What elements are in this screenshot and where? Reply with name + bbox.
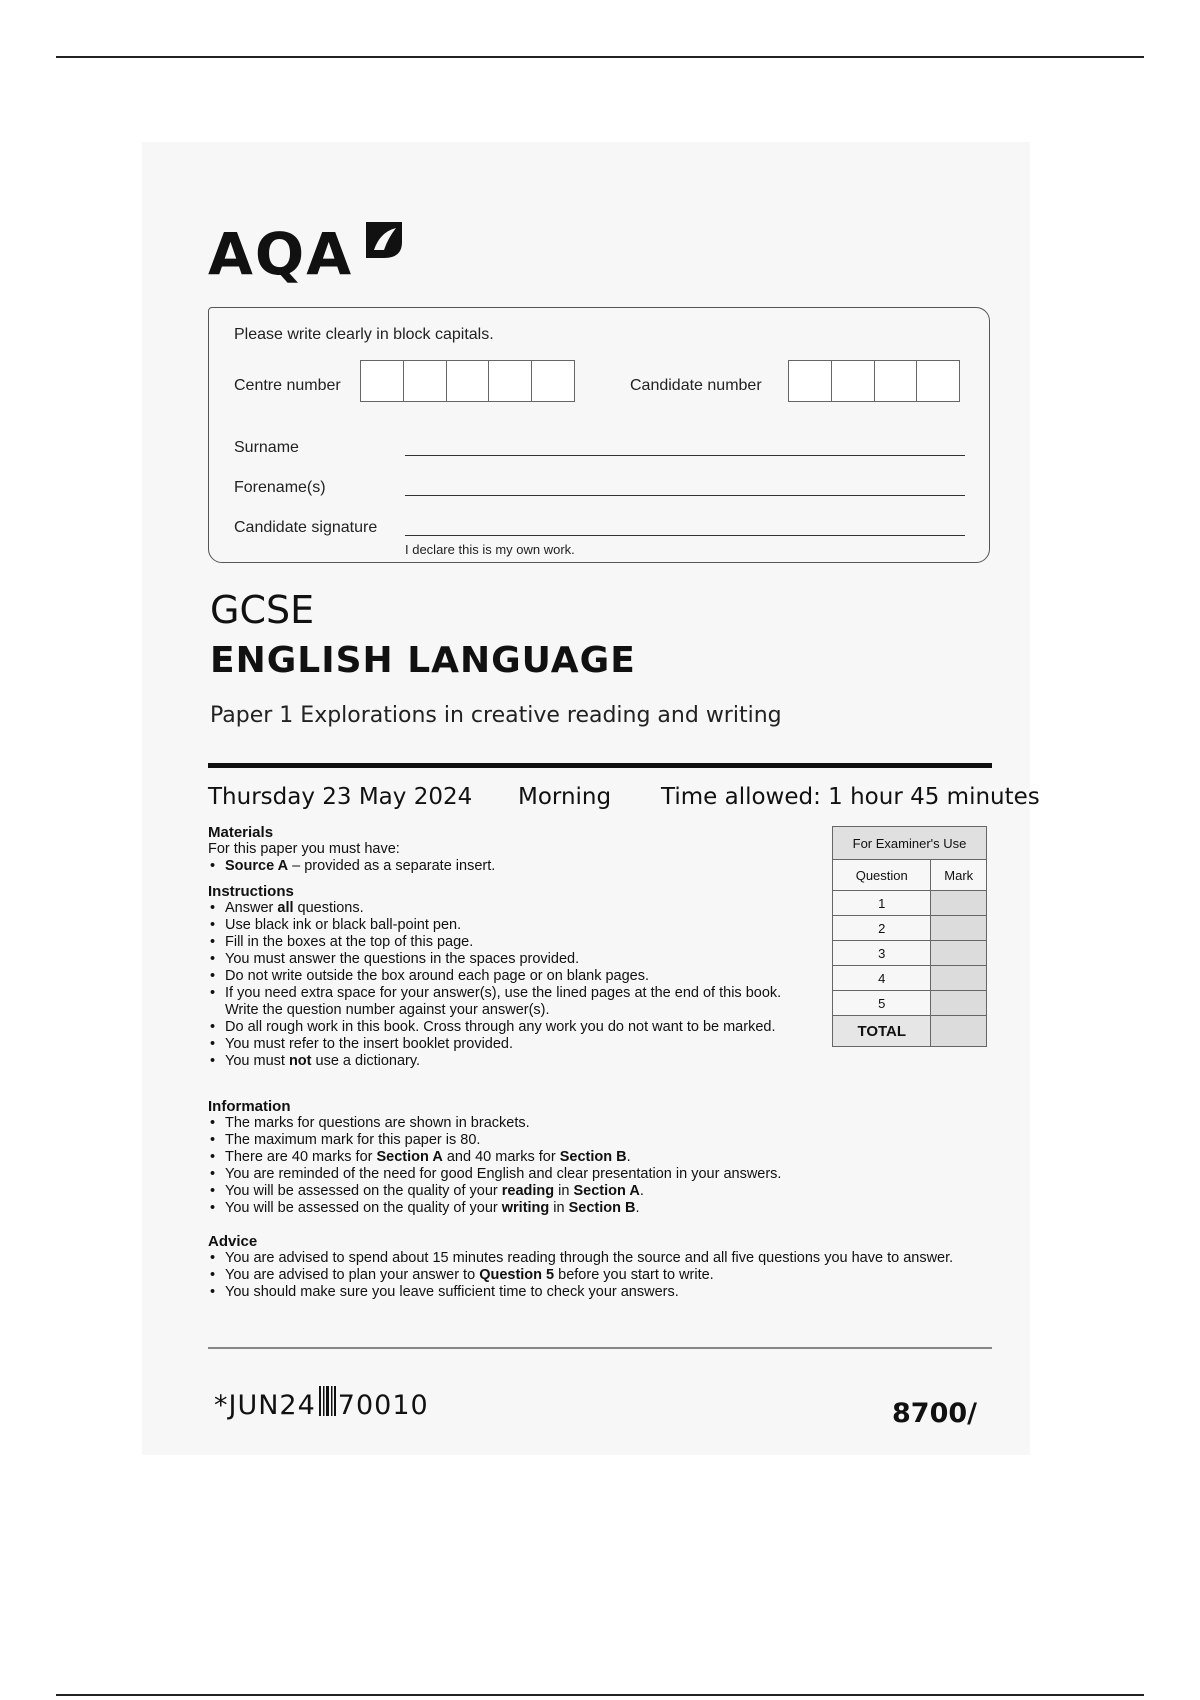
surname-line[interactable] — [405, 455, 965, 456]
candidate-number-box[interactable] — [831, 360, 875, 402]
information-heading: Information — [208, 1098, 291, 1115]
candidate-number-box[interactable] — [916, 360, 960, 402]
exam-date: Thursday 23 May 2024 — [208, 784, 473, 810]
instruction-item: • You must refer to the insert booklet provided. — [208, 1036, 788, 1053]
instruction-item: • Use black ink or black ball-point pen. — [208, 917, 788, 934]
information-item: • You are reminded of the need for good English and clear presentation in your answers. — [208, 1166, 888, 1183]
advice-heading: Advice — [208, 1233, 258, 1250]
top-rule — [56, 56, 1144, 58]
forename-line[interactable] — [405, 495, 965, 496]
time-allowed: Time allowed: 1 hour 45 minutes — [661, 784, 1040, 810]
exam-session: Morning — [518, 784, 612, 810]
title-divider — [208, 763, 992, 768]
bottom-rule — [56, 1694, 1144, 1696]
subject-title: ENGLISH LANGUAGE — [210, 640, 636, 681]
candidate-number-box[interactable] — [874, 360, 918, 402]
mark-cell[interactable] — [931, 966, 987, 991]
mark-cell[interactable] — [931, 991, 987, 1016]
instruction-item: • Do all rough work in this book. Cross through any work you do not want to be marked. — [208, 1019, 788, 1036]
advice-item: • You are advised to spend about 15 minutes reading through the source and all five questions you have to answer. — [208, 1250, 968, 1267]
materials-item: • Source A – provided as a separate insert. — [208, 858, 788, 875]
mark-cell[interactable] — [931, 916, 987, 941]
question-number: 1 — [833, 891, 931, 916]
aqa-logo — [208, 218, 408, 290]
question-number: 3 — [833, 941, 931, 966]
surname-label: Surname — [234, 439, 299, 456]
instruction-item: • Answer all questions. — [208, 900, 788, 917]
barcode-icon — [318, 1386, 336, 1420]
instruction-item: • If you need extra space for your answer(s), use the lined pages at the end of this book. Write the question number against your answer(s). — [208, 985, 788, 1019]
candidate-number-boxes — [788, 360, 959, 402]
mark-cell[interactable] — [931, 891, 987, 916]
paper-title: Paper 1 Explorations in creative reading and writing — [210, 703, 782, 728]
examiner-use-table — [832, 826, 987, 1047]
logo-mark-icon — [362, 218, 408, 264]
footer-divider — [208, 1347, 992, 1349]
information-item: • You will be assessed on the quality of your writing in Section B. — [208, 1200, 888, 1217]
question-column-header: Question — [833, 860, 931, 891]
instructions-heading: Instructions — [208, 883, 294, 900]
paper-code: 8700/ — [892, 1398, 978, 1429]
information-item: • The maximum mark for this paper is 80. — [208, 1132, 888, 1149]
materials-intro: For this paper you must have: — [208, 841, 400, 857]
centre-number-box[interactable] — [403, 360, 447, 402]
question-number: 4 — [833, 966, 931, 991]
signature-line[interactable] — [405, 535, 965, 536]
instructions-section — [208, 883, 788, 1070]
total-mark-cell[interactable] — [931, 1016, 987, 1047]
centre-number-box[interactable] — [531, 360, 575, 402]
logo-text: AQA — [208, 220, 354, 288]
centre-number-box[interactable] — [360, 360, 404, 402]
barcode-text: *JUN24 70010 — [214, 1386, 429, 1421]
information-section — [208, 1098, 888, 1217]
candidate-number-label: Candidate number — [630, 377, 762, 394]
information-item: • There are 40 marks for Section A and 40 marks for Section B. — [208, 1149, 888, 1166]
instruction-item: • You must answer the questions in the spaces provided. — [208, 951, 788, 968]
examiner-table-title: For Examiner's Use — [833, 827, 987, 860]
materials-section — [208, 824, 788, 875]
signature-label: Candidate signature — [234, 519, 378, 536]
mark-column-header: Mark — [931, 860, 987, 891]
information-item: • You will be assessed on the quality of your reading in Section A. — [208, 1183, 888, 1200]
information-item: • The marks for questions are shown in brackets. — [208, 1115, 888, 1132]
advice-item: • You should make sure you leave sufficient time to check your answers. — [208, 1284, 968, 1301]
instruction-item: • Do not write outside the box around each page or on blank pages. — [208, 968, 788, 985]
question-number: 5 — [833, 991, 931, 1016]
instruction-item: • Fill in the boxes at the top of this page. — [208, 934, 788, 951]
question-number: 2 — [833, 916, 931, 941]
declaration-text: I declare this is my own work. — [405, 542, 575, 557]
candidate-number-box[interactable] — [788, 360, 832, 402]
centre-number-box[interactable] — [446, 360, 490, 402]
total-label: TOTAL — [833, 1016, 931, 1047]
forename-label: Forename(s) — [234, 479, 326, 496]
instruction-item: • You must not use a dictionary. — [208, 1053, 788, 1070]
mark-cell[interactable] — [931, 941, 987, 966]
qualification-level: GCSE — [210, 588, 315, 632]
centre-number-box[interactable] — [488, 360, 532, 402]
block-capitals-instruction: Please write clearly in block capitals. — [234, 326, 494, 343]
materials-heading: Materials — [208, 824, 274, 841]
advice-section — [208, 1233, 968, 1301]
centre-number-boxes — [360, 360, 574, 402]
centre-number-label: Centre number — [234, 377, 341, 394]
advice-item: • You are advised to plan your answer to Question 5 before you start to write. — [208, 1267, 968, 1284]
